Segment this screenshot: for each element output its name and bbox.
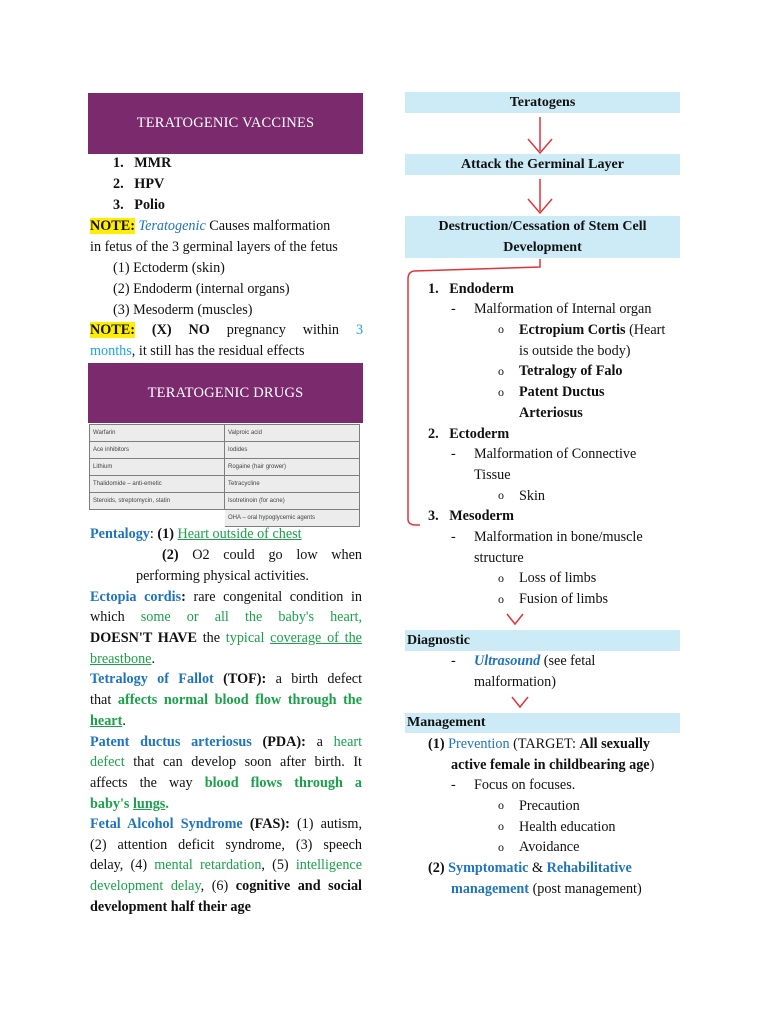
fas-line-5: development half their age bbox=[90, 899, 251, 915]
mesoderm-item-2: Fusion of limbs bbox=[519, 591, 609, 607]
ectoderm-sub-1: Malformation of Connective bbox=[474, 446, 637, 462]
table-cell: Valproic acid bbox=[225, 425, 360, 442]
pentalogy-line-1: Pentalogy: (1) Heart outside of chest bbox=[90, 526, 302, 542]
teratogens-label: Teratogens bbox=[509, 94, 576, 110]
mesoderm-sub-2: structure bbox=[474, 550, 524, 566]
pda-line-3: affects the way blood flows through a bbox=[90, 775, 362, 791]
attack-box bbox=[405, 154, 680, 175]
table-row bbox=[90, 425, 360, 442]
bullet-icon: o bbox=[498, 488, 504, 502]
table-row bbox=[90, 459, 360, 476]
table-cell: Thalidomide – anti-emetic bbox=[90, 476, 225, 493]
management-box bbox=[405, 713, 680, 733]
arrow-down-icon bbox=[503, 610, 527, 628]
table-row bbox=[90, 493, 360, 510]
table-cell: Rogaine (hair grower) bbox=[225, 459, 360, 476]
layer-mesoderm: (3) Mesoderm (muscles) bbox=[113, 302, 253, 318]
diagnostic-title: Diagnostic bbox=[407, 632, 470, 648]
bullet-icon: o bbox=[498, 364, 504, 378]
fas-line-1: Fetal Alcohol Syndrome (FAS): (1) autism, bbox=[90, 816, 363, 832]
management-item-3: Avoidance bbox=[519, 839, 580, 855]
mesoderm-heading: 3. Mesoderm bbox=[428, 508, 514, 524]
pda-line-4: baby's lungs. bbox=[90, 796, 169, 812]
ectoderm-sub-2: Tissue bbox=[474, 467, 511, 483]
table-cell: Lithium bbox=[90, 459, 225, 476]
attack-label: Attack the Germinal Layer bbox=[461, 156, 624, 172]
vaccines-title-band bbox=[88, 93, 363, 154]
endoderm-item-3: Patent Ductus bbox=[519, 384, 605, 400]
mesoderm-dash: - bbox=[451, 529, 456, 545]
bullet-icon: o bbox=[498, 798, 504, 812]
management-title: Management bbox=[407, 715, 486, 730]
ectoderm-item-1: Skin bbox=[519, 488, 546, 504]
mesoderm-item-1: Loss of limbs bbox=[519, 570, 597, 586]
management-focus: Focus on focuses. bbox=[474, 777, 576, 793]
drugs-table bbox=[89, 424, 360, 527]
note-pregnancy: NOTE: (X) NO pregnancy within 3 bbox=[90, 322, 364, 338]
management-target: active female in childbearing age) bbox=[451, 757, 655, 773]
note-pregnancy-2: months, it still has the residual effects bbox=[90, 343, 305, 359]
drugs-title: TERATOGENIC DRUGS bbox=[147, 384, 304, 401]
destruction-label-1: Destruction/Cessation of Stem Cell bbox=[438, 219, 647, 234]
endoderm-heading: 1. Endoderm bbox=[428, 281, 514, 297]
pentalogy-line-2: (2) O2 could go low when bbox=[162, 547, 363, 563]
pda-line-2: defect that can develop soon after birth. It bbox=[90, 754, 363, 770]
tof-line-2: that affects normal blood flow through the bbox=[90, 692, 362, 708]
pentalogy-line-3: performing physical activities. bbox=[136, 568, 309, 584]
ectopia-line-2: which some or all the baby's heart, bbox=[90, 609, 362, 625]
management-item-1: Precaution bbox=[519, 798, 580, 814]
layer-endoderm: (2) Endoderm (internal organs) bbox=[113, 281, 290, 297]
arrow-down-icon bbox=[508, 693, 532, 711]
destruction-label-2: Development bbox=[503, 240, 582, 255]
table-cell: Warfarin bbox=[90, 425, 225, 442]
arrow-down-icon bbox=[520, 177, 560, 217]
bullet-icon: o bbox=[498, 592, 504, 606]
fas-line-4: development delay, (6) cognitive and social bbox=[90, 878, 363, 894]
fas-line-3: delay, (4) mental retardation, (5) intelligence bbox=[90, 857, 363, 873]
table-row bbox=[90, 442, 360, 459]
endoderm-sub: Malformation of Internal organ bbox=[474, 301, 652, 317]
vaccines-title: TERATOGENIC VACCINES bbox=[136, 115, 315, 131]
table-cell: Iodides bbox=[225, 442, 360, 459]
mesoderm-sub-1: Malformation in bone/muscle bbox=[474, 529, 643, 545]
tof-line-3: heart. bbox=[90, 713, 126, 729]
tof-line-1: Tetralogy of Fallot (TOF): a birth defect bbox=[90, 671, 363, 687]
drugs-title-band bbox=[88, 363, 363, 423]
endoderm-dash: - bbox=[451, 301, 456, 317]
layer-ectoderm: (1) Ectoderm (skin) bbox=[113, 260, 225, 276]
vaccine-item-3: 3. Polio bbox=[113, 197, 166, 213]
note-teratogenic: NOTE: Teratogenic Causes malformation bbox=[90, 218, 331, 234]
ectopia-line-1: Ectopia cordis: rare congenital condition in bbox=[90, 589, 363, 605]
management-prevention: (1) Prevention (TARGET: All sexually bbox=[428, 736, 650, 752]
table-cell: OHA – oral hypoglycemic agents bbox=[225, 510, 360, 527]
vaccine-item-2: 2. HPV bbox=[113, 176, 165, 192]
ectoderm-heading: 2. Ectoderm bbox=[428, 426, 510, 442]
teratogens-box bbox=[405, 92, 680, 113]
ectoderm-dash: - bbox=[451, 446, 456, 462]
table-cell: Steroids, streptomycin, statin bbox=[90, 493, 225, 510]
fas-line-2: (2) attention deficit syndrome, (3) speech bbox=[90, 837, 362, 853]
table-cell: Tetracycline bbox=[225, 476, 360, 493]
diagnostic-line-2: malformation) bbox=[474, 674, 556, 690]
diagnostic-dash: - bbox=[451, 653, 456, 669]
bullet-icon: o bbox=[498, 322, 504, 336]
destruction-box bbox=[405, 216, 680, 258]
ectopia-line-3: DOESN'T HAVE the typical coverage of the bbox=[90, 630, 362, 646]
diagnostic-line-1: Ultrasound (see fetal bbox=[474, 653, 596, 669]
ectopia-line-4: breastbone. bbox=[90, 651, 156, 667]
note-teratogenic-2: in fetus of the 3 germinal layers of the fetus bbox=[90, 239, 338, 255]
bullet-icon: o bbox=[498, 385, 504, 399]
management-item-2: Health education bbox=[519, 819, 616, 835]
bullet-icon: o bbox=[498, 571, 504, 585]
endoderm-item-3b: Arteriosus bbox=[519, 405, 583, 421]
table-cell: Ace inhibitors bbox=[90, 442, 225, 459]
arrow-down-icon bbox=[520, 115, 560, 157]
management-dash: - bbox=[451, 777, 456, 793]
bullet-icon: o bbox=[498, 819, 504, 833]
endoderm-item-1b: is outside the body) bbox=[519, 343, 631, 359]
management-post: management (post management) bbox=[451, 881, 642, 897]
diagnostic-box bbox=[405, 630, 680, 651]
bullet-icon: o bbox=[498, 840, 504, 854]
table-cell: Isotretinoin (for acne) bbox=[225, 493, 360, 510]
endoderm-item-2: Tetralogy of Falo bbox=[519, 363, 623, 379]
pda-line-1: Patent ductus arteriosus (PDA): a heart bbox=[90, 734, 363, 750]
endoderm-item-1: Ectropium Cortis (Heart bbox=[519, 322, 666, 338]
management-symptomatic: (2) Symptomatic & Rehabilitative bbox=[428, 860, 632, 876]
table-row bbox=[90, 476, 360, 493]
vaccine-item-1: 1. MMR bbox=[113, 155, 172, 171]
